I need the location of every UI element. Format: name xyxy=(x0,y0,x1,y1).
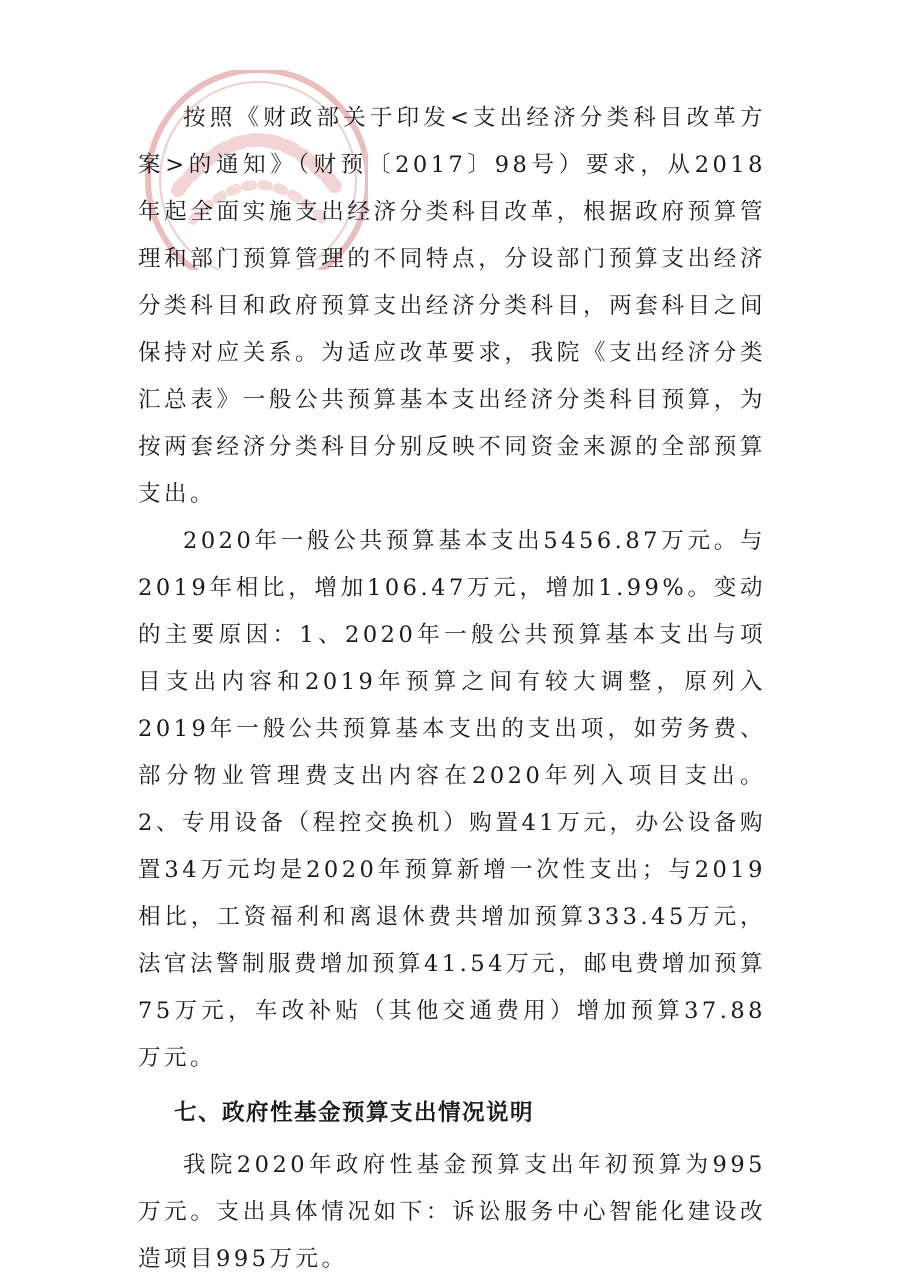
paragraph-fund-expenditure: 我院2020年政府性基金预算支出年初预算为995万元。支出具体情况如下：诉讼服务中心智能化建设改造项目995万元。 xyxy=(138,1152,766,1272)
paragraph-reform-background: 按照《财政部关于印发<支出经济分类科目改革方案>的通知》（财预〔2017〕98号）要求，从2018年起全面实施支出经济分类科目改革，根据政府预算管理和部门预算管理的不同特点，分设部门预算支出经济分类科目和政府预算支出经济分类科目，两套科目之间保持对应关系。为适应改革要求，我院《支出经济分类汇总表》一般公共预算基本支出经济分类科目预算，为按两套经济分类科目分别反映不同资金来源的全部预算支出。 xyxy=(138,105,766,507)
section-heading: 七、政府性基金预算支出情况说明 xyxy=(174,1100,535,1126)
paragraph-basic-expenditure: 2020年一般公共预算基本支出5456.87万元。与2019年相比，增加106.47万元，增加1.99%。变动的主要原因：1、2020年一般公共预算基本支出与项目支出内容和2019年预算之间有较大调整，原列入2019年一般公共预算基本支出的支出项，如劳务费、部分物业管理费支出内容在2020年列入项目支出。2、专用设备（程控交换机）购置41万元，办公设备购置34万元均是2020年预算新增一次性支出；与2019相比，工资福利和离退休费共增加预算333.45万元，法官法警制服费增加预算41.54万元，邮电费增加预算75万元，车改补贴（其他交通费用）增加预算37.88万元。 xyxy=(138,528,766,1071)
document-body xyxy=(138,95,766,1283)
